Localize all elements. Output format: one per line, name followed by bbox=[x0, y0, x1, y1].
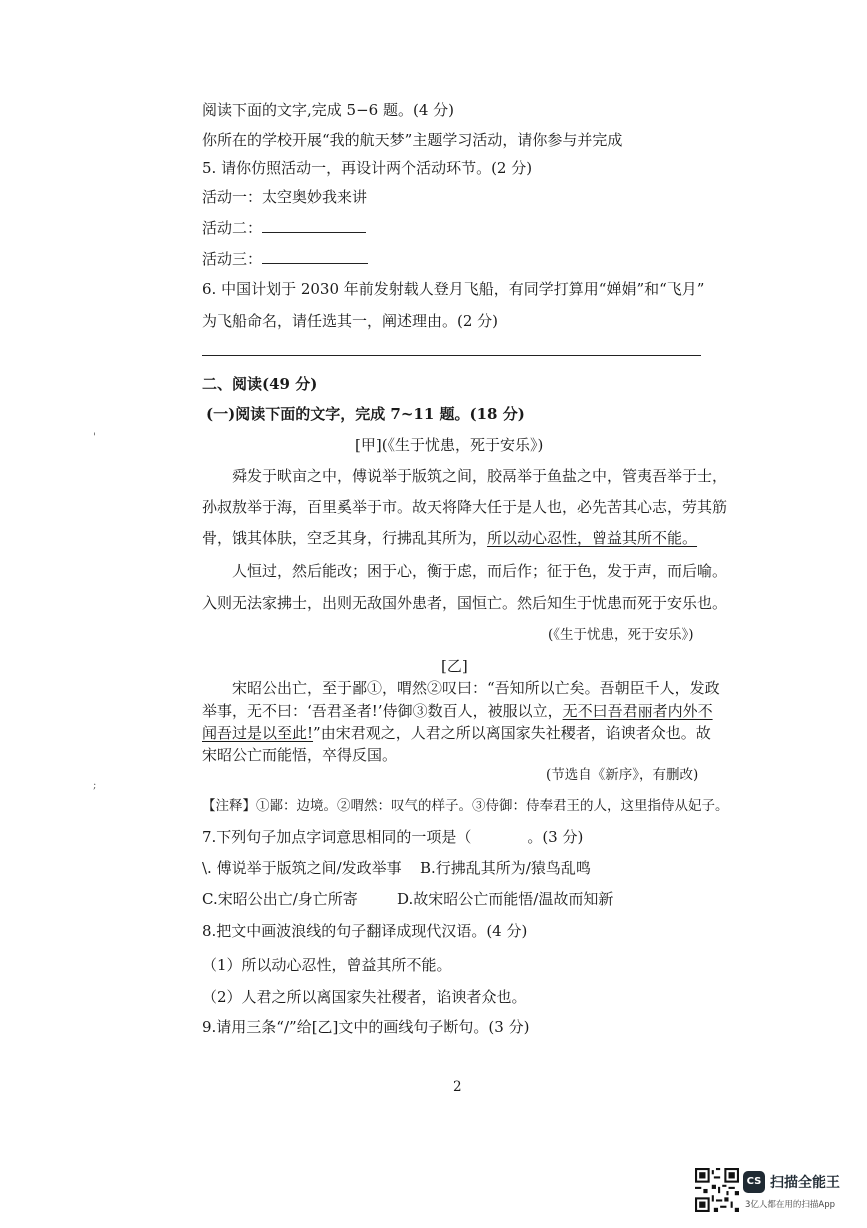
jia-wavy-underlined-sentence: 所以动心忍性，曾益其所不能。 bbox=[487, 529, 698, 547]
passage-yi-line1: 宋昭公出亡，至于鄙①，喟然②叹曰：“吾知所以亡矣。吾朝臣千人，发政 bbox=[232, 679, 720, 697]
question-7-score: 。(3 分) bbox=[527, 828, 584, 846]
question-9: 9.请用三条“/”给[乙]文中的画线句子断句。(3 分) bbox=[202, 1018, 530, 1036]
activity-two-label: 活动二： bbox=[202, 219, 263, 237]
question-8-item-1: （1）所以动心忍性，曾益其所不能。 bbox=[202, 956, 452, 974]
question-7-option-b: B.行拂乱其所为/猿鸟乱鸣 bbox=[420, 859, 591, 877]
passage-jia-p2-line2: 入则无法家拂士，出则无敌国外患者，国恒亡。然后知生于忧患而死于安乐也。 bbox=[202, 594, 728, 612]
yi-underlined-sentence-part1: 无不曰吾君丽者内外不 bbox=[562, 702, 713, 720]
question-7-text: 7.下列句子加点字词意思相同的一项是（ bbox=[202, 828, 472, 846]
passage-jia-title: [甲](《生于忧患，死于安乐》) bbox=[355, 436, 544, 454]
question-7-option-d: D.故宋昭公亡而能悟/温故而知新 bbox=[397, 890, 614, 908]
reading-intro: 阅读下面的文字,完成 5−6 题。(4 分) bbox=[202, 101, 454, 119]
activity-three-label: 活动三： bbox=[202, 250, 263, 268]
yi-line2-text: 举事，无不曰：‘吾君圣者!’侍御③数百人，被服以立， bbox=[202, 702, 563, 720]
camscanner-tagline: 3亿人都在用的扫描App bbox=[745, 1200, 836, 1210]
reading-subheading: (一)阅读下面的文字，完成 7~11 题。(18 分) bbox=[206, 405, 525, 423]
passage-yi-line4: 宋昭公亡而能悟，卒得反国。 bbox=[202, 746, 398, 764]
yi-underlined-sentence-part2: 闻吾过是以至此! bbox=[202, 724, 314, 742]
reading-heading: 二、阅读(49 分) bbox=[202, 375, 318, 393]
passage-yi-title: [乙] bbox=[441, 657, 468, 675]
passage-jia-source: (《生于忧患，死于安乐》) bbox=[548, 627, 694, 643]
question-8-item-2: （2）人君之所以离国家失社稷者，谄谀者众也。 bbox=[202, 988, 527, 1006]
question-7-option-c: C.宋昭公出亡/身亡所寄 bbox=[202, 890, 358, 908]
passage-yi-line2 bbox=[202, 701, 713, 721]
question-7-option-a: \. 傅说举于版筑之间/发政举事 bbox=[202, 859, 402, 877]
passage-jia-p1-line2: 孙叔敖举于海，百里奚举于市。故天将降大任于是人也，必先苦其心志，劳其筋 bbox=[202, 498, 728, 516]
activity-three bbox=[202, 249, 368, 269]
annotation-note: 【注释】①鄙：边境。②喟然：叹气的样子。③侍御：侍奉君王的人，这里指侍从妃子。 bbox=[202, 798, 729, 814]
question-5: 5. 请你仿照活动一，再设计两个活动环节。(2 分) bbox=[202, 159, 533, 177]
scan-speck: ; bbox=[93, 780, 97, 791]
camscanner-logo: CS bbox=[743, 1171, 765, 1193]
passage-jia-p1-line1: 舜发于畎亩之中，傅说举于版筑之间，胶鬲举于鱼盐之中，管夷吾举于士， bbox=[232, 467, 728, 485]
activity-two bbox=[202, 218, 366, 238]
passage-jia-p2-line1: 人恒过，然后能改；困于心，衡于虑，而后作；征于色，发于声，而后喻。 bbox=[232, 562, 728, 580]
passage-jia-p1-line3 bbox=[202, 528, 697, 548]
activity-one: 活动一：太空奥妙我来讲 bbox=[202, 188, 368, 206]
question-6-line2: 为飞船命名，请任选其一，阐述理由。(2 分) bbox=[202, 312, 499, 330]
activity-context: 你所在的学校开展“我的航天梦”主题学习活动，请你参与并完成 bbox=[202, 131, 623, 149]
question-7 bbox=[202, 827, 583, 847]
answer-line[interactable] bbox=[202, 355, 701, 356]
question-8: 8.把文中画波浪线的句子翻译成现代汉语。(4 分) bbox=[202, 922, 528, 940]
page-number: 2 bbox=[453, 1079, 462, 1095]
yi-line3-text: ”由宋君观之，人君之所以离国家失社稷者，谄谀者众也。故 bbox=[313, 724, 711, 742]
passage-yi-line3 bbox=[202, 723, 711, 743]
activity-two-blank[interactable] bbox=[262, 218, 366, 233]
activity-three-blank[interactable] bbox=[262, 249, 368, 264]
passage-yi-source: (节选自《新序》，有删改) bbox=[546, 767, 699, 783]
jia-p1-line3-text: 骨，饿其体肤，空乏其身，行拂乱其所为， bbox=[202, 529, 488, 547]
scan-speck: ' bbox=[93, 432, 96, 443]
camscanner-app-name: 扫描全能王 bbox=[770, 1175, 840, 1191]
question-6-line1: 6. 中国计划于 2030 年前发射载人登月飞船，有同学打算用“婵娟”和“飞月” bbox=[202, 280, 705, 298]
qr-code-icon bbox=[695, 1168, 739, 1212]
